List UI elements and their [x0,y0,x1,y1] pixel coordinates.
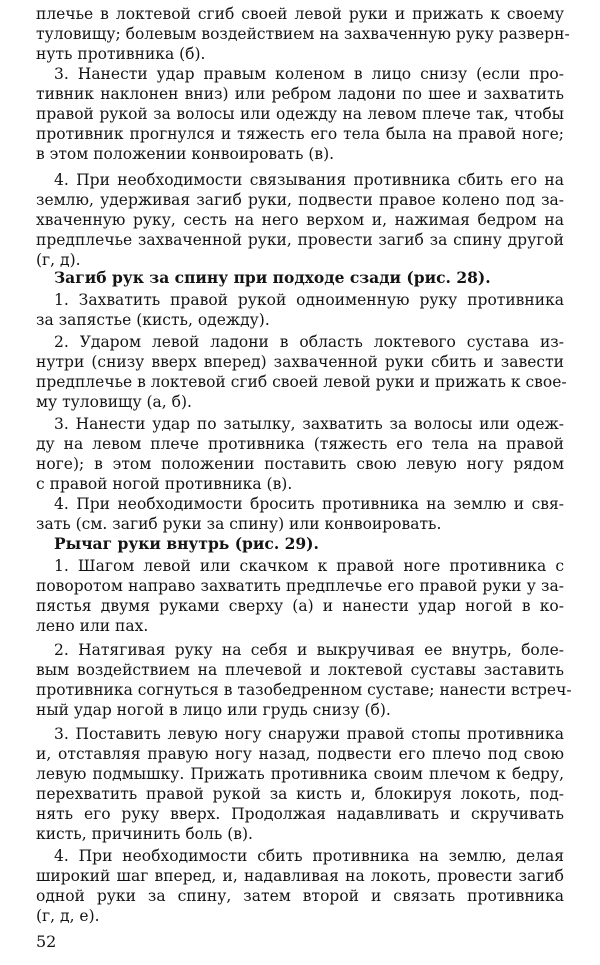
text-line: за запястье (кисть, одежду). [36,311,270,329]
text-line: землю, удерживая загиб руки, подвести правое колено под за- [36,191,564,209]
paragraph-start-line: 3. Нанести удар по затылку, захватить за волосы или одеж- [54,415,564,433]
paragraph-start-line: 2. Ударом левой ладони в область локтевого сустава из- [54,333,564,351]
paragraph-start-line: 3. Нанести удар правым коленом в лицо снизу (если про- [54,65,564,83]
text-line: широкий шаг вперед, и, надавливая на локоть, провести загиб [36,867,564,885]
text-line: плечье в локтевой сгиб своей левой руки и прижать к своему [36,5,564,23]
text-line: тивник наклонен вниз) или ребром ладони по шее и захватить [36,85,564,103]
text-line: ду на левом плече противника (тяжесть его тела на правой [36,435,564,453]
text-line: противника согнуться в тазобедренном суставе; нанести встреч- [36,681,572,699]
paragraph-start-line: 2. Натягивая руку на себя и выкручивая ее внутрь, боле- [54,641,564,659]
paragraph-start-line: 4. При необходимости сбить противника на землю, делая [54,847,564,865]
text-line: (г, д). [36,251,81,269]
text-line: перехватить правой рукой за кисть и, блокируя локоть, под- [36,785,564,803]
paragraph-start-line: 4. При необходимости бросить противника на землю и свя- [54,495,564,513]
text-line: правой рукой за волосы или одежду на левом плече так, чтобы [36,105,564,123]
text-line: хваченную руку, сесть на него верхом и, нажимая бедром на [36,211,564,229]
page-number: 52 [36,932,57,951]
text-line: с правой ногой противника (в). [36,475,293,493]
section-heading: Рычаг руки внутрь (рис. 29). [54,534,319,553]
paragraph-start-line: 3. Поставить левую ногу снаружи правой стопы противника [54,725,564,743]
text-line: туловищу; болевым воздействием на захваченную руку разверн- [36,25,570,43]
text-line: пястья двумя руками сверху (а) и нанести удар ногой в ко- [36,597,564,615]
text-line: предплечье захваченной руки, провести загиб за спину другой [36,231,564,249]
section-heading: Загиб рук за спину при подходе сзади (рис. 28). [54,268,491,287]
text-line: нутри (снизу вверх вперед) захваченной руки сбить и завести [36,353,564,371]
paragraph-start-line: 1. Захватить правой рукой одноименную руку противника [54,291,564,309]
text-line: нуть противника (б). [36,45,206,63]
text-line: левую подмышку. Прижать противника своим плечом к бедру, [36,765,564,783]
text-line: в этом положении конвоировать (в). [36,145,335,163]
text-line: вым воздействием на плечевой и локтевой суставы заставить [36,661,564,679]
text-line: предплечье в локтевой сгиб своей левой руки и прижать к свое- [36,373,567,391]
text-line: му туловищу (а, б). [36,393,192,411]
text-line: одной руки за спину, затем второй и связать противника [36,887,564,905]
text-line: ный удар ногой в лицо или грудь снизу (б). [36,701,391,719]
paragraph-start-line: 4. При необходимости связывания противника сбить его на [54,171,564,189]
text-line: ноге); в этом положении поставить свою левую ногу рядом [36,455,564,473]
text-line: лено или пах. [36,617,149,635]
text-line: нять его руку вверх. Продолжая надавливать и скручивать [36,805,564,823]
text-line: противник прогнулся и тяжесть его тела была на правой ноге; [36,125,564,143]
text-line: зать (см. загиб руки за спину) или конвоировать. [36,515,442,533]
paragraph-start-line: 1. Шагом левой или скачком к правой ноге противника с [54,557,564,575]
text-line: и, отставляя правую ногу назад, подвести его плечо под свою [36,745,564,763]
text-line: (г, д, е). [36,907,100,925]
text-line: кисть, причинить боль (в). [36,825,253,843]
text-line: поворотом направо захватить предплечье его правой руки у за- [36,577,564,595]
